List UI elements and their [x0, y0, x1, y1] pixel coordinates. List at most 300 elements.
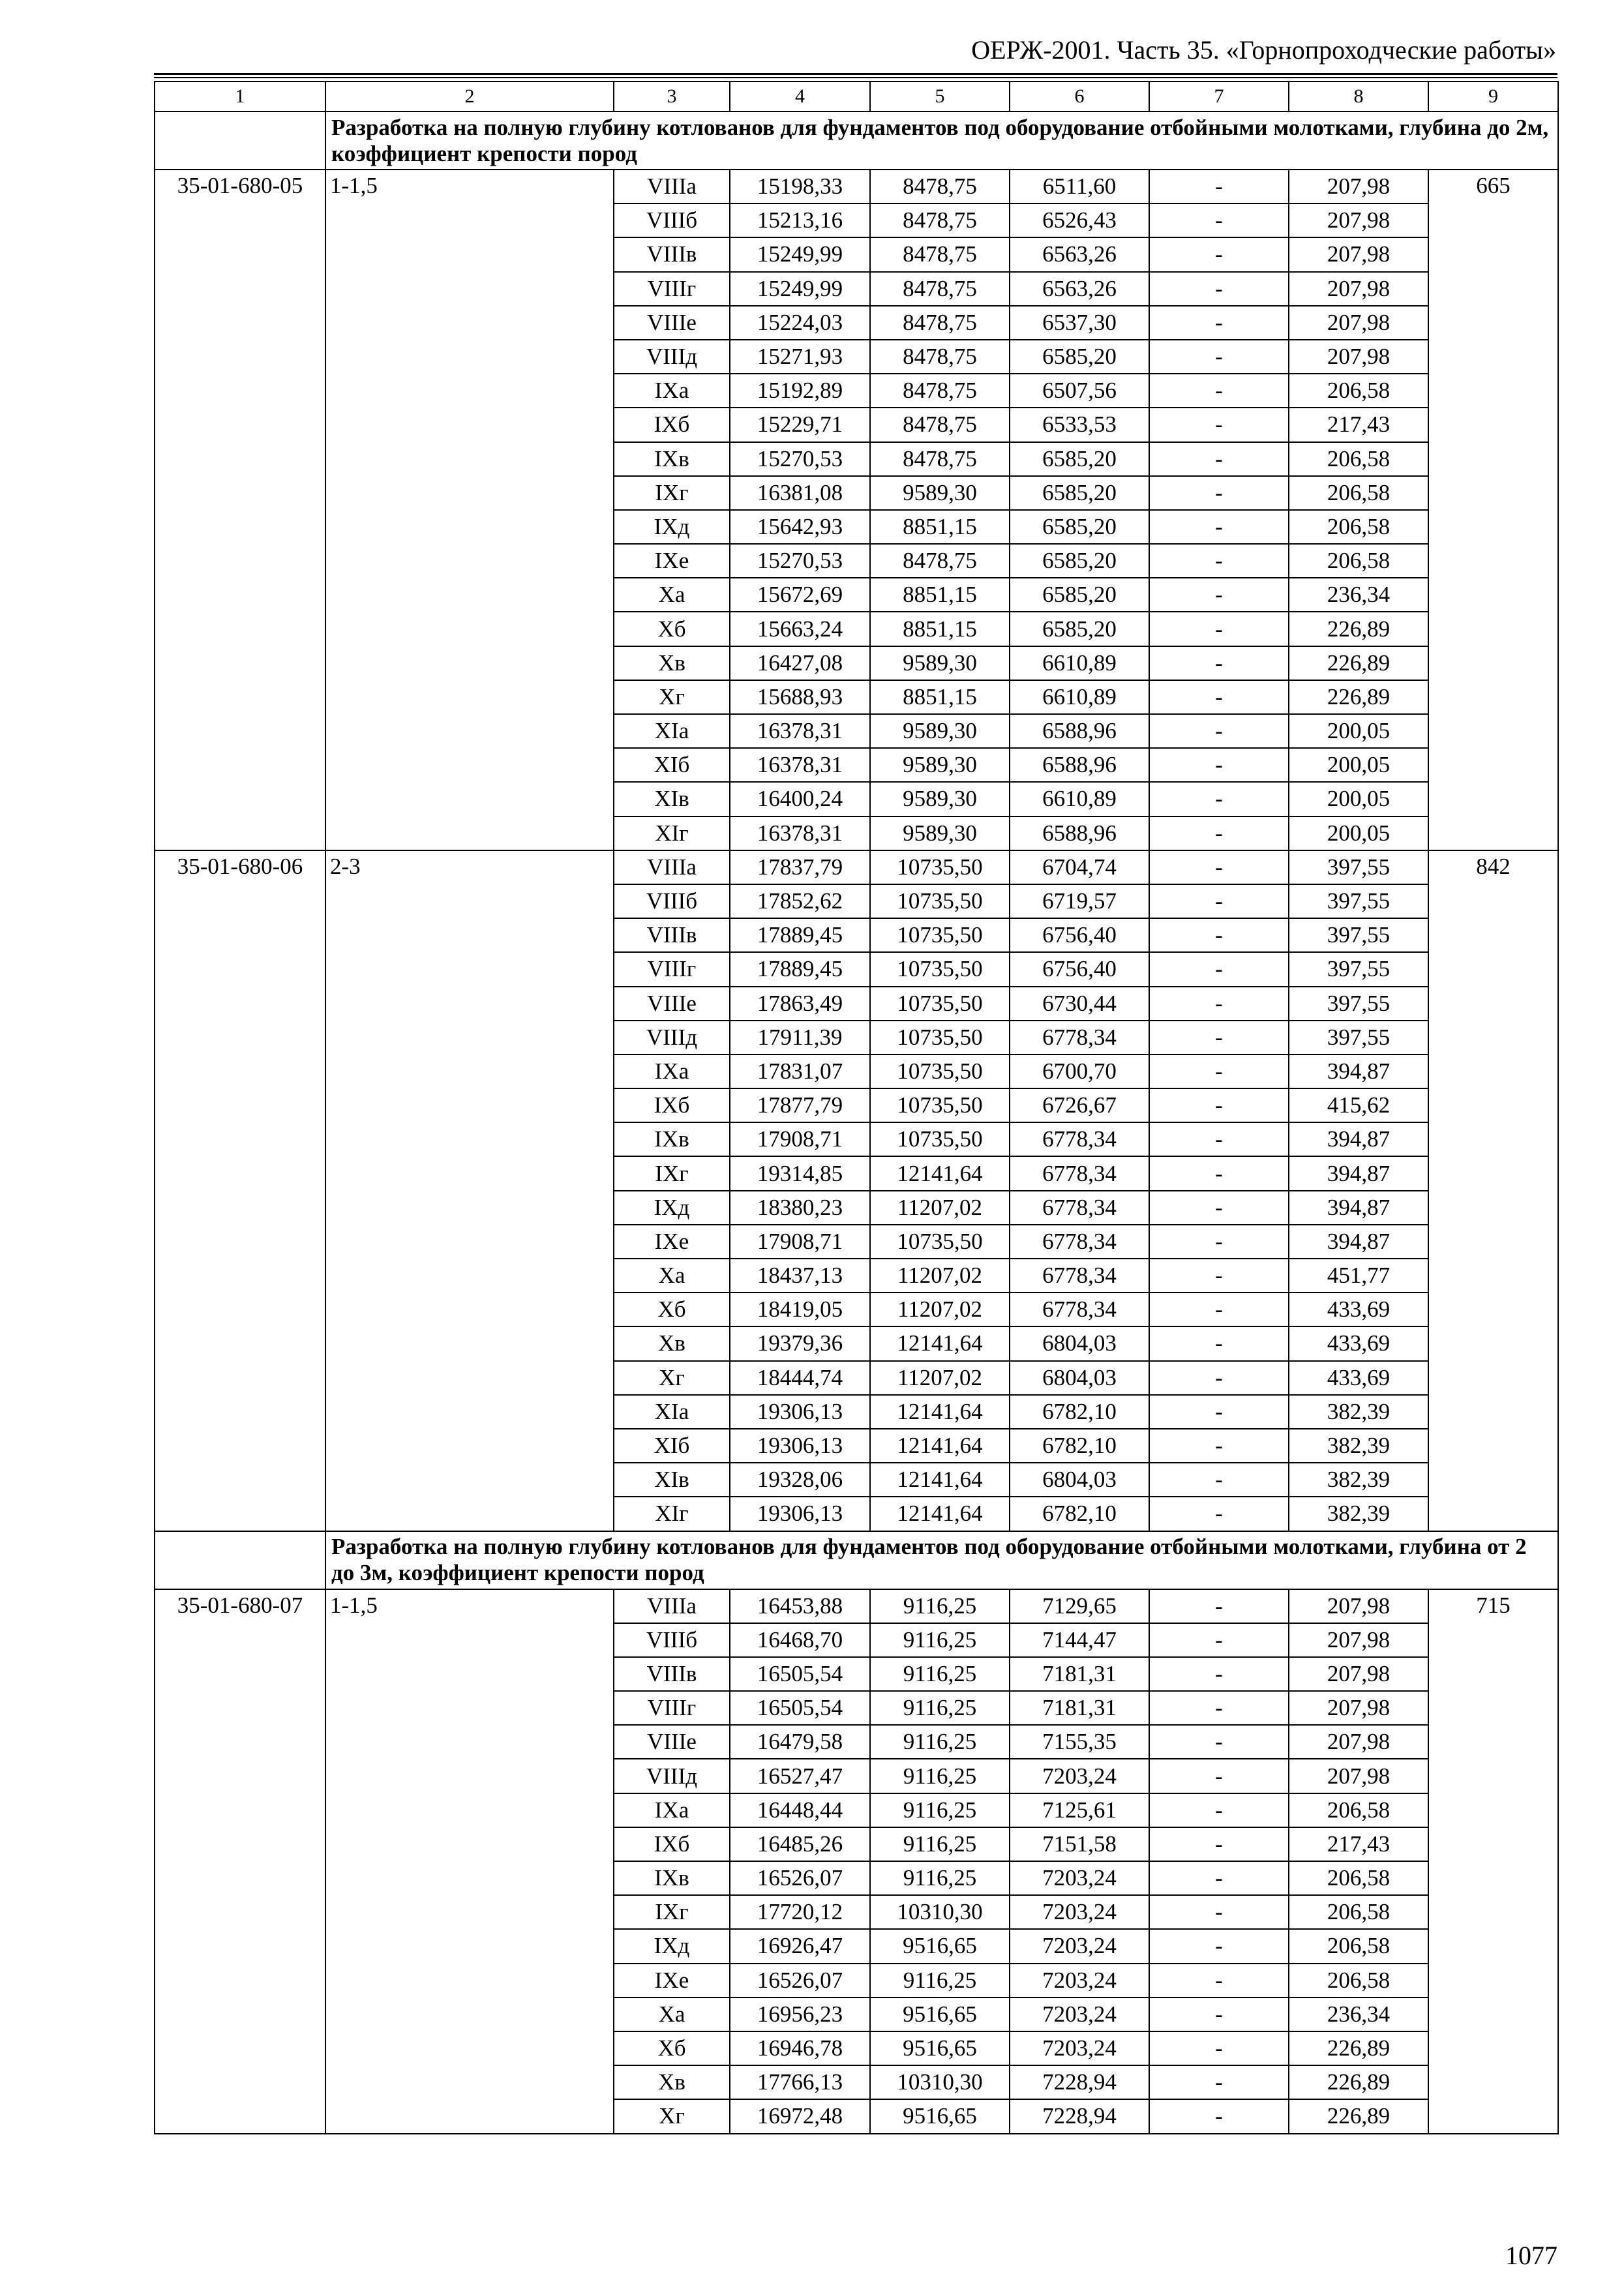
incl-wages: - [1149, 2065, 1289, 2099]
labor-cost: 8478,75 [870, 306, 1010, 340]
materials-cost: 206,58 [1289, 1861, 1428, 1895]
rate-code: 35-01-680-07 [155, 1589, 325, 2134]
labor-cost: 9589,30 [870, 714, 1010, 748]
machine-cost: 6778,34 [1010, 1225, 1149, 1259]
incl-wages: - [1149, 510, 1289, 544]
total-cost: 16381,08 [730, 476, 870, 510]
labor-cost: 10735,50 [870, 884, 1010, 918]
section-empty-cell [155, 112, 325, 170]
rock-category: VIIIг [614, 272, 730, 306]
rock-category: VIIIд [614, 1021, 730, 1055]
labor-cost: 9116,25 [870, 1793, 1010, 1827]
materials-cost: 206,58 [1289, 1929, 1428, 1963]
labor-hours: 715 [1428, 1589, 1558, 2134]
rock-category: XIа [614, 714, 730, 748]
total-cost: 15270,53 [730, 442, 870, 476]
column-number: 9 [1428, 82, 1558, 112]
section-title: Разработка на полную глубину котлованов для фундаментов под оборудование отбойными молотками, глубина от 2 до 3м, коэффициент крепости пород [325, 1531, 1558, 1589]
incl-wages: - [1149, 1225, 1289, 1259]
labor-cost: 11207,02 [870, 1259, 1010, 1293]
total-cost: 16378,31 [730, 748, 870, 782]
labor-cost: 8478,75 [870, 203, 1010, 237]
rock-category: Xв [614, 1326, 730, 1360]
machine-cost: 6704,74 [1010, 850, 1149, 884]
rock-category: VIIIд [614, 340, 730, 374]
column-number: 1 [155, 82, 325, 112]
rock-category: VIIIд [614, 1759, 730, 1793]
materials-cost: 394,87 [1289, 1122, 1428, 1156]
column-number-row [155, 82, 1558, 112]
column-number: 2 [325, 82, 614, 112]
rock-category: Xв [614, 2065, 730, 2099]
labor-cost: 9589,30 [870, 782, 1010, 816]
total-cost: 19328,06 [730, 1463, 870, 1497]
materials-cost: 382,39 [1289, 1429, 1428, 1463]
incl-wages: - [1149, 1122, 1289, 1156]
materials-cost: 217,43 [1289, 408, 1428, 441]
total-cost: 16526,07 [730, 1861, 870, 1895]
labor-cost: 8478,75 [870, 170, 1010, 203]
materials-cost: 433,69 [1289, 1326, 1428, 1360]
total-cost: 17863,49 [730, 987, 870, 1021]
machine-cost: 6804,03 [1010, 1361, 1149, 1395]
machine-cost: 6778,34 [1010, 1122, 1149, 1156]
labor-cost: 9116,25 [870, 1725, 1010, 1759]
labor-cost: 11207,02 [870, 1191, 1010, 1225]
incl-wages: - [1149, 1191, 1289, 1225]
incl-wages: - [1149, 272, 1289, 306]
materials-cost: 226,89 [1289, 680, 1428, 714]
incl-wages: - [1149, 1725, 1289, 1759]
materials-cost: 206,58 [1289, 442, 1428, 476]
machine-cost: 6507,56 [1010, 374, 1149, 408]
rock-category: IXб [614, 408, 730, 441]
labor-cost: 9589,30 [870, 476, 1010, 510]
total-cost: 15271,93 [730, 340, 870, 374]
labor-cost: 12141,64 [870, 1395, 1010, 1429]
section-title: Разработка на полную глубину котлованов для фундаментов под оборудование отбойными молотками, глубина до 2м, коэффициент крепости пород [325, 112, 1558, 170]
rock-category: IXе [614, 544, 730, 578]
total-cost: 16956,23 [730, 1997, 870, 2031]
incl-wages: - [1149, 748, 1289, 782]
labor-cost: 10735,50 [870, 1122, 1010, 1156]
labor-cost: 12141,64 [870, 1497, 1010, 1531]
total-cost: 15192,89 [730, 374, 870, 408]
total-cost: 15229,71 [730, 408, 870, 441]
materials-cost: 207,98 [1289, 203, 1428, 237]
machine-cost: 7203,24 [1010, 1997, 1149, 2031]
machine-cost: 6610,89 [1010, 646, 1149, 680]
total-cost: 19306,13 [730, 1497, 870, 1531]
incl-wages: - [1149, 1293, 1289, 1326]
machine-cost: 7155,35 [1010, 1725, 1149, 1759]
materials-cost: 206,58 [1289, 476, 1428, 510]
labor-cost: 11207,02 [870, 1293, 1010, 1326]
incl-wages: - [1149, 374, 1289, 408]
labor-cost: 8478,75 [870, 237, 1010, 271]
materials-cost: 394,87 [1289, 1055, 1428, 1088]
rate-parameter: 1-1,5 [325, 1589, 614, 2134]
table-body [155, 82, 1558, 2134]
incl-wages: - [1149, 816, 1289, 850]
total-cost: 17720,12 [730, 1895, 870, 1929]
rock-category: IXб [614, 1088, 730, 1122]
incl-wages: - [1149, 340, 1289, 374]
column-number: 7 [1149, 82, 1289, 112]
labor-cost: 8478,75 [870, 272, 1010, 306]
total-cost: 19306,13 [730, 1429, 870, 1463]
labor-cost: 10735,50 [870, 1225, 1010, 1259]
total-cost: 16479,58 [730, 1725, 870, 1759]
table-row [155, 170, 1558, 203]
rock-category: IXг [614, 1156, 730, 1190]
rock-category: IXг [614, 1895, 730, 1929]
labor-cost: 9516,65 [870, 2099, 1010, 2133]
incl-wages: - [1149, 1021, 1289, 1055]
incl-wages: - [1149, 1997, 1289, 2031]
materials-cost: 207,98 [1289, 340, 1428, 374]
incl-wages: - [1149, 884, 1289, 918]
machine-cost: 6730,44 [1010, 987, 1149, 1021]
machine-cost: 6804,03 [1010, 1326, 1149, 1360]
incl-wages: - [1149, 646, 1289, 680]
materials-cost: 206,58 [1289, 1964, 1428, 1997]
incl-wages: - [1149, 1055, 1289, 1088]
materials-cost: 207,98 [1289, 1589, 1428, 1623]
materials-cost: 207,98 [1289, 306, 1428, 340]
rock-category: XIв [614, 1463, 730, 1497]
incl-wages: - [1149, 578, 1289, 612]
machine-cost: 6563,26 [1010, 237, 1149, 271]
total-cost: 16448,44 [730, 1793, 870, 1827]
labor-cost: 10735,50 [870, 918, 1010, 952]
incl-wages: - [1149, 1589, 1289, 1623]
labor-cost: 8851,15 [870, 680, 1010, 714]
machine-cost: 7228,94 [1010, 2065, 1149, 2099]
column-number: 3 [614, 82, 730, 112]
rock-category: IXд [614, 510, 730, 544]
page-number: 1077 [1505, 2241, 1557, 2270]
incl-wages: - [1149, 612, 1289, 646]
machine-cost: 6533,53 [1010, 408, 1149, 441]
page-header-title: ОЕРЖ-2001. Часть 35. «Горнопроходческие работы» [971, 35, 1556, 65]
rate-parameter: 1-1,5 [325, 170, 614, 850]
machine-cost: 7129,65 [1010, 1589, 1149, 1623]
incl-wages: - [1149, 1964, 1289, 1997]
labor-cost: 8478,75 [870, 340, 1010, 374]
incl-wages: - [1149, 1088, 1289, 1122]
materials-cost: 415,62 [1289, 1088, 1428, 1122]
column-number: 6 [1010, 82, 1149, 112]
labor-cost: 9589,30 [870, 646, 1010, 680]
labor-cost: 9116,25 [870, 1827, 1010, 1861]
labor-cost: 9116,25 [870, 1623, 1010, 1657]
incl-wages: - [1149, 987, 1289, 1021]
total-cost: 15663,24 [730, 612, 870, 646]
incl-wages: - [1149, 1429, 1289, 1463]
total-cost: 17877,79 [730, 1088, 870, 1122]
rock-category: IXб [614, 1827, 730, 1861]
materials-cost: 397,55 [1289, 918, 1428, 952]
incl-wages: - [1149, 237, 1289, 271]
machine-cost: 6756,40 [1010, 918, 1149, 952]
incl-wages: - [1149, 1259, 1289, 1293]
machine-cost: 7203,24 [1010, 1759, 1149, 1793]
materials-cost: 207,98 [1289, 170, 1428, 203]
total-cost: 15224,03 [730, 306, 870, 340]
rock-category: IXв [614, 1122, 730, 1156]
total-cost: 17766,13 [730, 2065, 870, 2099]
incl-wages: - [1149, 544, 1289, 578]
machine-cost: 6588,96 [1010, 714, 1149, 748]
materials-cost: 200,05 [1289, 714, 1428, 748]
total-cost: 16926,47 [730, 1929, 870, 1963]
rock-category: VIIIв [614, 1657, 730, 1691]
incl-wages: - [1149, 850, 1289, 884]
labor-cost: 9116,25 [870, 1759, 1010, 1793]
materials-cost: 433,69 [1289, 1361, 1428, 1395]
machine-cost: 6778,34 [1010, 1259, 1149, 1293]
materials-cost: 394,87 [1289, 1156, 1428, 1190]
labor-cost: 10735,50 [870, 987, 1010, 1021]
machine-cost: 6585,20 [1010, 442, 1149, 476]
total-cost: 16468,70 [730, 1623, 870, 1657]
total-cost: 15672,69 [730, 578, 870, 612]
machine-cost: 6782,10 [1010, 1395, 1149, 1429]
labor-cost: 9116,25 [870, 1861, 1010, 1895]
rock-category: XIг [614, 816, 730, 850]
incl-wages: - [1149, 2031, 1289, 2065]
rock-category: Xа [614, 578, 730, 612]
rock-category: VIIIа [614, 1589, 730, 1623]
labor-cost: 9116,25 [870, 1964, 1010, 1997]
materials-cost: 200,05 [1289, 748, 1428, 782]
machine-cost: 6585,20 [1010, 510, 1149, 544]
machine-cost: 6804,03 [1010, 1463, 1149, 1497]
rock-category: IXа [614, 1055, 730, 1088]
machine-cost: 6585,20 [1010, 612, 1149, 646]
materials-cost: 226,89 [1289, 646, 1428, 680]
machine-cost: 7203,24 [1010, 2031, 1149, 2065]
total-cost: 19379,36 [730, 1326, 870, 1360]
materials-cost: 207,98 [1289, 1657, 1428, 1691]
rock-category: VIIIв [614, 918, 730, 952]
total-cost: 16946,78 [730, 2031, 870, 2065]
total-cost: 15213,16 [730, 203, 870, 237]
incl-wages: - [1149, 408, 1289, 441]
rock-category: IXг [614, 476, 730, 510]
materials-cost: 207,98 [1289, 1759, 1428, 1793]
rock-category: IXе [614, 1964, 730, 1997]
incl-wages: - [1149, 1759, 1289, 1793]
total-cost: 16972,48 [730, 2099, 870, 2133]
machine-cost: 6610,89 [1010, 782, 1149, 816]
rock-category: VIIIа [614, 850, 730, 884]
rock-category: XIв [614, 782, 730, 816]
total-cost: 15249,99 [730, 272, 870, 306]
materials-cost: 226,89 [1289, 2031, 1428, 2065]
incl-wages: - [1149, 680, 1289, 714]
machine-cost: 6700,70 [1010, 1055, 1149, 1088]
rate-code: 35-01-680-05 [155, 170, 325, 850]
materials-cost: 206,58 [1289, 544, 1428, 578]
rock-category: IXв [614, 442, 730, 476]
rock-category: Xв [614, 646, 730, 680]
rock-category: Xб [614, 1293, 730, 1326]
machine-cost: 6526,43 [1010, 203, 1149, 237]
materials-cost: 397,55 [1289, 952, 1428, 986]
machine-cost: 6588,96 [1010, 748, 1149, 782]
incl-wages: - [1149, 306, 1289, 340]
rock-category: IXе [614, 1225, 730, 1259]
labor-cost: 12141,64 [870, 1156, 1010, 1190]
machine-cost: 6778,34 [1010, 1156, 1149, 1190]
labor-cost: 9116,25 [870, 1691, 1010, 1725]
materials-cost: 382,39 [1289, 1395, 1428, 1429]
materials-cost: 451,77 [1289, 1259, 1428, 1293]
machine-cost: 6563,26 [1010, 272, 1149, 306]
total-cost: 16505,54 [730, 1657, 870, 1691]
machine-cost: 7203,24 [1010, 1964, 1149, 1997]
labor-cost: 9516,65 [870, 1929, 1010, 1963]
total-cost: 18437,13 [730, 1259, 870, 1293]
labor-cost: 9516,65 [870, 1997, 1010, 2031]
labor-cost: 10735,50 [870, 1088, 1010, 1122]
materials-cost: 394,87 [1289, 1191, 1428, 1225]
machine-cost: 7144,47 [1010, 1623, 1149, 1657]
total-cost: 17837,79 [730, 850, 870, 884]
rock-category: Xг [614, 680, 730, 714]
labor-cost: 8478,75 [870, 408, 1010, 441]
total-cost: 18419,05 [730, 1293, 870, 1326]
incl-wages: - [1149, 1361, 1289, 1395]
total-cost: 15198,33 [730, 170, 870, 203]
total-cost: 19314,85 [730, 1156, 870, 1190]
total-cost: 17889,45 [730, 952, 870, 986]
total-cost: 17911,39 [730, 1021, 870, 1055]
materials-cost: 200,05 [1289, 782, 1428, 816]
materials-cost: 207,98 [1289, 237, 1428, 271]
materials-cost: 207,98 [1289, 1725, 1428, 1759]
machine-cost: 6782,10 [1010, 1497, 1149, 1531]
labor-hours: 842 [1428, 850, 1558, 1531]
total-cost: 17908,71 [730, 1122, 870, 1156]
total-cost: 17908,71 [730, 1225, 870, 1259]
materials-cost: 217,43 [1289, 1827, 1428, 1861]
column-number: 5 [870, 82, 1010, 112]
incl-wages: - [1149, 714, 1289, 748]
rock-category: XIг [614, 1497, 730, 1531]
labor-cost: 10735,50 [870, 1055, 1010, 1088]
machine-cost: 6756,40 [1010, 952, 1149, 986]
materials-cost: 226,89 [1289, 2099, 1428, 2133]
machine-cost: 6610,89 [1010, 680, 1149, 714]
machine-cost: 6778,34 [1010, 1191, 1149, 1225]
materials-cost: 397,55 [1289, 987, 1428, 1021]
rock-category: Xб [614, 2031, 730, 2065]
incl-wages: - [1149, 952, 1289, 986]
machine-cost: 7228,94 [1010, 2099, 1149, 2133]
machine-cost: 6585,20 [1010, 544, 1149, 578]
labor-cost: 8478,75 [870, 544, 1010, 578]
incl-wages: - [1149, 1895, 1289, 1929]
rock-category: IXв [614, 1861, 730, 1895]
materials-cost: 206,58 [1289, 510, 1428, 544]
machine-cost: 6585,20 [1010, 340, 1149, 374]
materials-cost: 397,55 [1289, 1021, 1428, 1055]
rock-category: VIIIе [614, 306, 730, 340]
materials-cost: 236,34 [1289, 578, 1428, 612]
machine-cost: 6778,34 [1010, 1293, 1149, 1326]
total-cost: 17889,45 [730, 918, 870, 952]
rock-category: VIIIе [614, 987, 730, 1021]
rock-category: XIа [614, 1395, 730, 1429]
materials-cost: 394,87 [1289, 1225, 1428, 1259]
incl-wages: - [1149, 1326, 1289, 1360]
materials-cost: 397,55 [1289, 850, 1428, 884]
header-rule [154, 73, 1557, 75]
machine-cost: 6585,20 [1010, 476, 1149, 510]
rock-category: VIIIв [614, 237, 730, 271]
header-rule-thin [154, 77, 1557, 78]
incl-wages: - [1149, 476, 1289, 510]
total-cost: 18380,23 [730, 1191, 870, 1225]
rock-category: VIIIг [614, 952, 730, 986]
total-cost: 16527,47 [730, 1759, 870, 1793]
section-empty-cell [155, 1531, 325, 1589]
materials-cost: 236,34 [1289, 1997, 1428, 2031]
labor-cost: 12141,64 [870, 1463, 1010, 1497]
incl-wages: - [1149, 170, 1289, 203]
rate-code: 35-01-680-06 [155, 850, 325, 1531]
labor-cost: 11207,02 [870, 1361, 1010, 1395]
total-cost: 16427,08 [730, 646, 870, 680]
incl-wages: - [1149, 442, 1289, 476]
labor-cost: 8478,75 [870, 374, 1010, 408]
incl-wages: - [1149, 1497, 1289, 1531]
machine-cost: 7181,31 [1010, 1691, 1149, 1725]
total-cost: 15249,99 [730, 237, 870, 271]
machine-cost: 6782,10 [1010, 1429, 1149, 1463]
incl-wages: - [1149, 1623, 1289, 1657]
labor-cost: 8851,15 [870, 578, 1010, 612]
machine-cost: 6585,20 [1010, 578, 1149, 612]
rock-category: Xа [614, 1997, 730, 2031]
rock-category: IXа [614, 374, 730, 408]
materials-cost: 206,58 [1289, 1793, 1428, 1827]
column-number: 8 [1289, 82, 1428, 112]
machine-cost: 6726,67 [1010, 1088, 1149, 1122]
rock-category: Xа [614, 1259, 730, 1293]
table-row [155, 850, 1558, 884]
materials-cost: 207,98 [1289, 272, 1428, 306]
materials-cost: 382,39 [1289, 1463, 1428, 1497]
materials-cost: 382,39 [1289, 1497, 1428, 1531]
labor-cost: 10310,30 [870, 2065, 1010, 2099]
machine-cost: 6511,60 [1010, 170, 1149, 203]
rock-category: IXд [614, 1191, 730, 1225]
incl-wages: - [1149, 1793, 1289, 1827]
total-cost: 16453,88 [730, 1589, 870, 1623]
machine-cost: 6588,96 [1010, 816, 1149, 850]
rock-category: VIIIг [614, 1691, 730, 1725]
labor-cost: 8851,15 [870, 612, 1010, 646]
labor-cost: 12141,64 [870, 1429, 1010, 1463]
incl-wages: - [1149, 1861, 1289, 1895]
column-number: 4 [730, 82, 870, 112]
labor-cost: 9116,25 [870, 1657, 1010, 1691]
rock-category: VIIIб [614, 884, 730, 918]
